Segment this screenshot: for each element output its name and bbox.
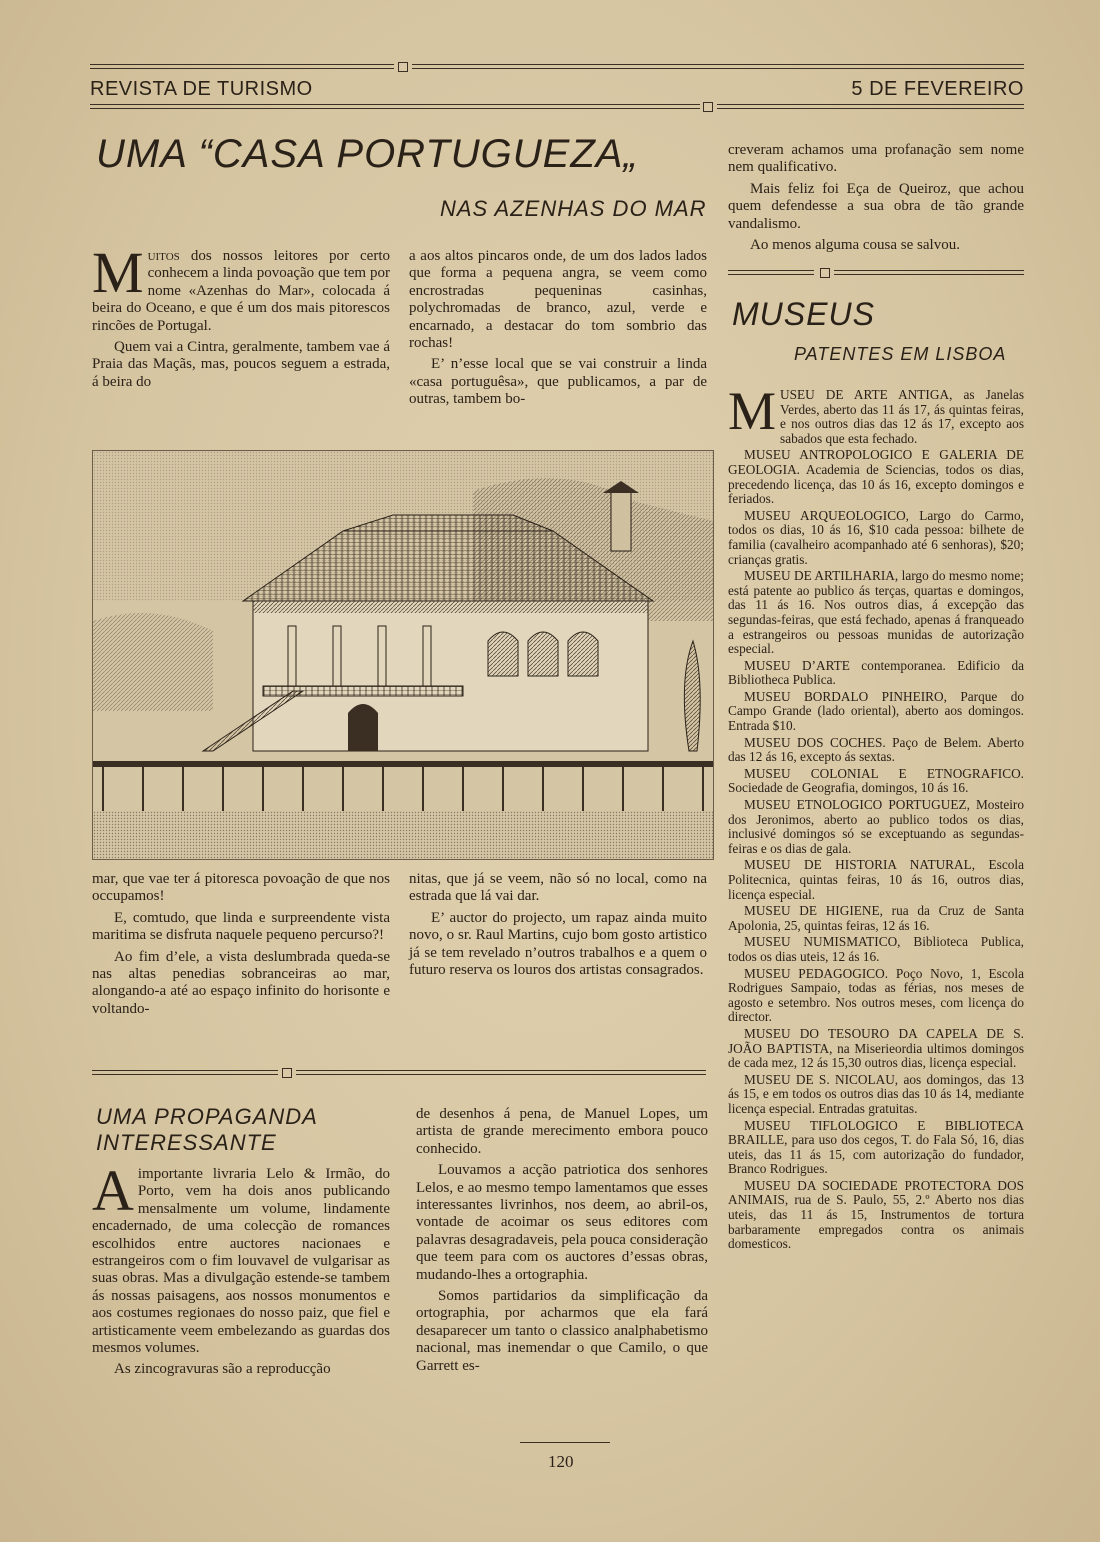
article-column-3 bbox=[728, 142, 1024, 258]
museum-entry: MUSEU DE HISTORIA NATURAL, Escola Politecnica, quintas feiras, 10 ás 16, outros dias, licença especial. bbox=[728, 857, 1024, 902]
drop-cap: M bbox=[728, 381, 777, 441]
article-paragraph: creveram achamos uma profanação sem nome nem qualificativo. bbox=[728, 142, 1024, 176]
museum-entry: MUSEU DA SOCIEDADE PROTECTORA DOS ANIMAIS, rua de S. Paulo, 55, 2.º Aberto nos dias uteis, das 11 ás 15, Instrumentos de tortura barbaramente empregados contra os animais domesticos. bbox=[728, 1177, 1024, 1252]
museum-entry: MUSEU D’ARTE contemporanea. Edificio da Bibliotheca Publica. bbox=[728, 657, 1024, 688]
museum-entry: MUSEU TIFLOLOGICO E BIBLIOTECA BRAILLE, para uso dos cegos, T. do Fala Só, 16, dias uteis, das 11 ás 15, com autorização do fundador, Branco Rodrigues. bbox=[728, 1117, 1024, 1177]
museum-entry: MUSEU DE ARTILHARIA, largo do mesmo nome; está patente ao publico ás terças, quartas e domingos, das 11 ás 16. Nos outros dias, á excepção das segundas-feiras, que está fechado, apenas á franqueado a estrangeiros ou pessoas munidas de autorização especial. bbox=[728, 568, 1024, 657]
header-ornament bbox=[398, 62, 408, 72]
header-rule-bottom-right bbox=[717, 104, 1024, 109]
museum-entry: MUSEU BORDALO PINHEIRO, Parque do Campo Grande (lado oriental), aberto aos domingos. Entrada $10. bbox=[728, 688, 1024, 734]
article-paragraph: a aos altos pincaros onde, de um dos lados lados que forma a pequena angra, se veem como encrostradas pequeninas casinhas, polychromadas de branco, azul, verde e encarnado, a destacar do tom sombrio das rochas! bbox=[409, 248, 707, 352]
museums-list bbox=[728, 381, 1024, 1254]
article-paragraph: Ao fim d’ele, a vista deslumbrada queda-se nas altas penedias sobranceiras ao mar, alongando-a até ao espaço infinito do horisonte e voltando- bbox=[92, 948, 390, 1017]
article-paragraph: E’ n’esse local que se vai construir a linda «casa portuguêsa», que publicamos, a par de outras, tambem bo- bbox=[409, 356, 707, 408]
propaganda-column-2 bbox=[416, 1106, 708, 1379]
house-drawing bbox=[93, 451, 713, 859]
header-ornament-bottom bbox=[703, 102, 713, 112]
page-number: 120 bbox=[548, 1452, 574, 1471]
section-divider-ornament bbox=[820, 268, 830, 278]
article-paragraph: As zincogravuras são a reproducção bbox=[114, 1361, 331, 1378]
museum-entry: MUSEU COLONIAL E ETNOGRAFICO. Sociedade de Geografia, domingos, 10 ás 16. bbox=[728, 765, 1024, 796]
article-paragraph: Muitos dos nossos leitores por certo conhecem a linda povoação que tem por nome «Azenhas do Mar», colocada á beira do Oceano, e que é um dos mais pitorescos rincões de Portugal. bbox=[92, 240, 390, 334]
header-rule-bottom bbox=[90, 104, 700, 109]
running-head-date: 5 DE FEVEREIRO bbox=[851, 78, 1024, 100]
house-illustration bbox=[92, 450, 714, 860]
article-paragraph: A importante livraria Lelo & Irmão, do Porto, vem ha dois anos publicando mensalmente um volume, lindamente encadernado, de uma colecção de romances escolhidos entre auctores nacionaes e estrangeiros com o fim louvavel de vulgarisar as suas obras. Mas a divulgação estende-se tambem ás nossas paisagens, aos nossos monumentos e aos costumes regionaes do nosso paiz, que fiel e artisticamente veem embelezando as guardas dos mesmos volumes. bbox=[92, 1158, 390, 1357]
article-subtitle: NAS AZENHAS DO MAR bbox=[440, 196, 707, 221]
museum-entry: MUSEU DOS COCHES. Paço de Belem. Aberto das 12 ás 16, excepto ás sextas. bbox=[728, 734, 1024, 765]
article-paragraph: E, comtudo, que linda e surpreendente vista maritima se disfruta naquele pequeno percurso?! bbox=[92, 909, 390, 944]
article-paragraph: nitas, que já se veem, não só no local, como na estrada que lá vai dar. bbox=[409, 871, 707, 905]
footer-rule bbox=[520, 1442, 610, 1443]
header-rule-top bbox=[90, 64, 394, 69]
museum-entry: MUSEU ARQUEOLOGICO, Largo do Carmo, todos os dias, 10 ás 16, $10 cada pessoa: bilhete de familia (cavalheiro acompanhado até 6 senhoras), $20; crianças gratis. bbox=[728, 507, 1024, 567]
propaganda-column-1 bbox=[92, 1158, 390, 1383]
museum-entry: MUSEU ANTROPOLOGICO E GALERIA DE GEOLOGIA. Academia de Sciencias, todos os dias, precedendo licença, das 10 ás 16, excepto domingos e feriados. bbox=[728, 447, 1024, 507]
museum-entry: MUSEU ETNOLOGICO PORTUGUEZ, Mosteiro dos Jeronimos, aberto ao publico todos os dias, inclusivé domingos só se exceptuando as segundas-feiras e os dias de gala. bbox=[728, 797, 1024, 856]
propaganda-title-line1: UMA PROPAGANDA bbox=[96, 1104, 318, 1129]
article-paragraph: Somos partidarios da simplificação da ortographia, por acharmos que ela fará desaparecer um tanto o classico analphabetismo nacional, mas inemendar o que Camilo, o que Garrett es- bbox=[416, 1288, 708, 1374]
article-divider-right bbox=[296, 1070, 706, 1075]
article-column-1-continued bbox=[92, 871, 390, 1022]
article-paragraph: Quem vai a Cintra, geralmente, tambem vae á Praia das Maçãs, mas, poucos seguem a estrada, á beira do bbox=[92, 339, 390, 390]
museum-entry: MUSEU DE HIGIENE, rua da Cruz de Santa Apolonia, 25, quintas feiras, 12 ás 16. bbox=[728, 903, 1024, 933]
drop-cap: M bbox=[92, 240, 144, 305]
article-paragraph: Louvamos a acção patriotica dos senhores Lelos, e ao mesmo tempo lamentamos que esses interessantes livrinhos, nos deem, ao abril-os, vontade de acoimar os seus editores com palavras desagradaveis, pela pouca consideração que teem para com os auctores d’essas obras, mudando-lhes a ortographia. bbox=[416, 1162, 708, 1283]
article-paragraph: de desenhos á pena, de Manuel Lopes, um artista de grande merecimento embora pouco conhecido. bbox=[416, 1106, 708, 1157]
drop-cap: A bbox=[92, 1158, 134, 1223]
header-rule-top-right bbox=[412, 64, 1024, 69]
article-divider-ornament bbox=[282, 1068, 292, 1078]
museum-entry: MUSEU DO TESOURO DA CAPELA DE S. JOÃO BAPTISTA, na Miserieordia ultimos domingos de cada mez, 12 ás 15,30 outros dias, licença especial. bbox=[728, 1025, 1024, 1071]
museums-title: MUSEUS bbox=[732, 296, 875, 332]
section-divider bbox=[728, 270, 814, 275]
article-paragraph: mar, que vae ter á pitoresca povoação de que nos occupamos! bbox=[92, 871, 390, 905]
article-column-1 bbox=[92, 240, 390, 395]
article-paragraph: E’ auctor do projecto, um rapaz ainda muito novo, o sr. Raul Martins, cujo bom gosto artistico já se tem revelado n’outros trabalhos e a quem o futuro reserva os louros dos artistas consagrados. bbox=[409, 909, 707, 979]
section-divider-right bbox=[834, 270, 1024, 275]
article-column-2 bbox=[409, 248, 707, 413]
museum-entry: MUSEU DE ARTE ANTIGA, as Janelas Verdes, aberto das 11 ás 17, ás quintas feiras, e nos outros dias das 12 ás 17, excepto aos sabados que esta fechado. bbox=[728, 381, 1024, 446]
running-head-title: REVISTA DE TURISMO bbox=[90, 78, 313, 100]
article-title: UMA “CASA PORTUGUEZA„ bbox=[96, 132, 638, 176]
propaganda-title-line2: INTERESSANTE bbox=[96, 1130, 277, 1155]
article-paragraph: Ao menos alguma cousa se salvou. bbox=[750, 237, 960, 254]
article-paragraph: Mais feliz foi Eça de Queiroz, que achou quem defendesse a sua obra de tão grande vandalismo. bbox=[728, 180, 1024, 232]
museums-subtitle: PATENTES EM LISBOA bbox=[794, 344, 1007, 364]
article-divider bbox=[92, 1070, 278, 1075]
article-column-2-continued bbox=[409, 871, 707, 983]
museum-entry: MUSEU DE S. NICOLAU, aos domingos, das 13 ás 15, e em todos os outros dias das 10 ás 14, mediante licença especial. Entradas gratuitas. bbox=[728, 1071, 1024, 1116]
museum-entry: MUSEU NUMISMATICO, Biblioteca Publica, todos os dias uteis, 12 ás 16. bbox=[728, 934, 1024, 964]
museum-entry: MUSEU PEDAGOGICO. Poço Novo, 1, Escola Rodrigues Sampaio, todas as férias, nos meses de agosto e setembro. Nos outros meses, com licença do director. bbox=[728, 965, 1024, 1025]
